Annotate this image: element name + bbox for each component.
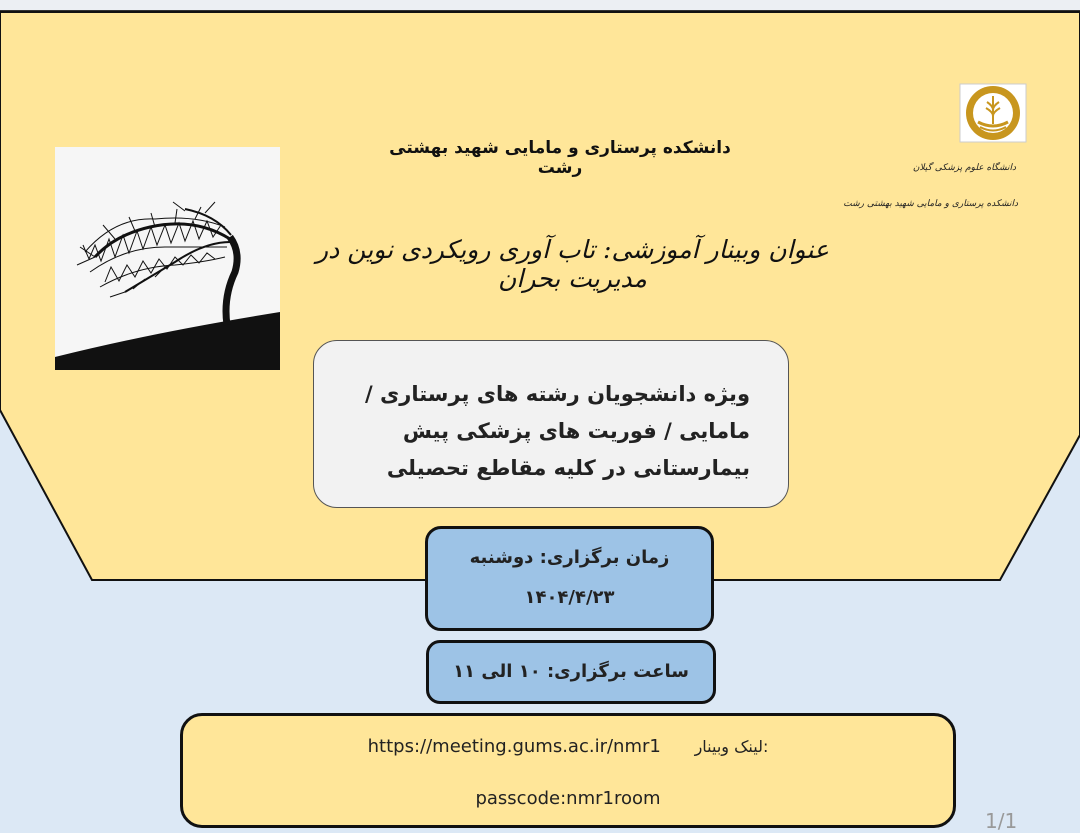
date-label: زمان برگزاری: دوشنبه [469, 547, 670, 568]
logo-caption-faculty: دانشکده پرستاری و مامایی شهید بهشتی رشت [843, 199, 1018, 209]
webinar-link[interactable]: https://meeting.gums.ac.ir/nmr1 [367, 736, 661, 757]
page-indicator: 1/1 [985, 809, 1018, 833]
date-box [425, 526, 714, 631]
time-box [426, 640, 716, 704]
date-value: ۱۴۰۴/۴/۲۳ [524, 587, 615, 608]
time-label: ساعت برگزاری: ۱۰ الی ۱۱ [453, 661, 689, 682]
faculty-name: دانشکده پرستاری و مامایی شهید بهشتی رشت [389, 138, 731, 178]
link-box [180, 713, 956, 828]
logo-caption-university: دانشگاه علوم پزشکی گیلان [912, 163, 1016, 173]
windswept-tree-image [55, 147, 280, 370]
webinar-link-label: لینک وبینار: [694, 737, 769, 756]
passcode: passcode:nmr1room [475, 788, 661, 809]
audience-text: ویژه دانشجویان رشته های پرستاری / مامایی / فوریت های پزشکی پیش بیمارستانی در کلیه مقاطع تحصیلی [365, 382, 750, 480]
audience-box [313, 340, 789, 508]
webinar-title: عنوان وبینار آموزشی: تاب آوری رویکردی نوین در مدیریت بحران [316, 235, 829, 293]
link-row [183, 736, 953, 757]
university-logo-icon [958, 82, 1028, 144]
